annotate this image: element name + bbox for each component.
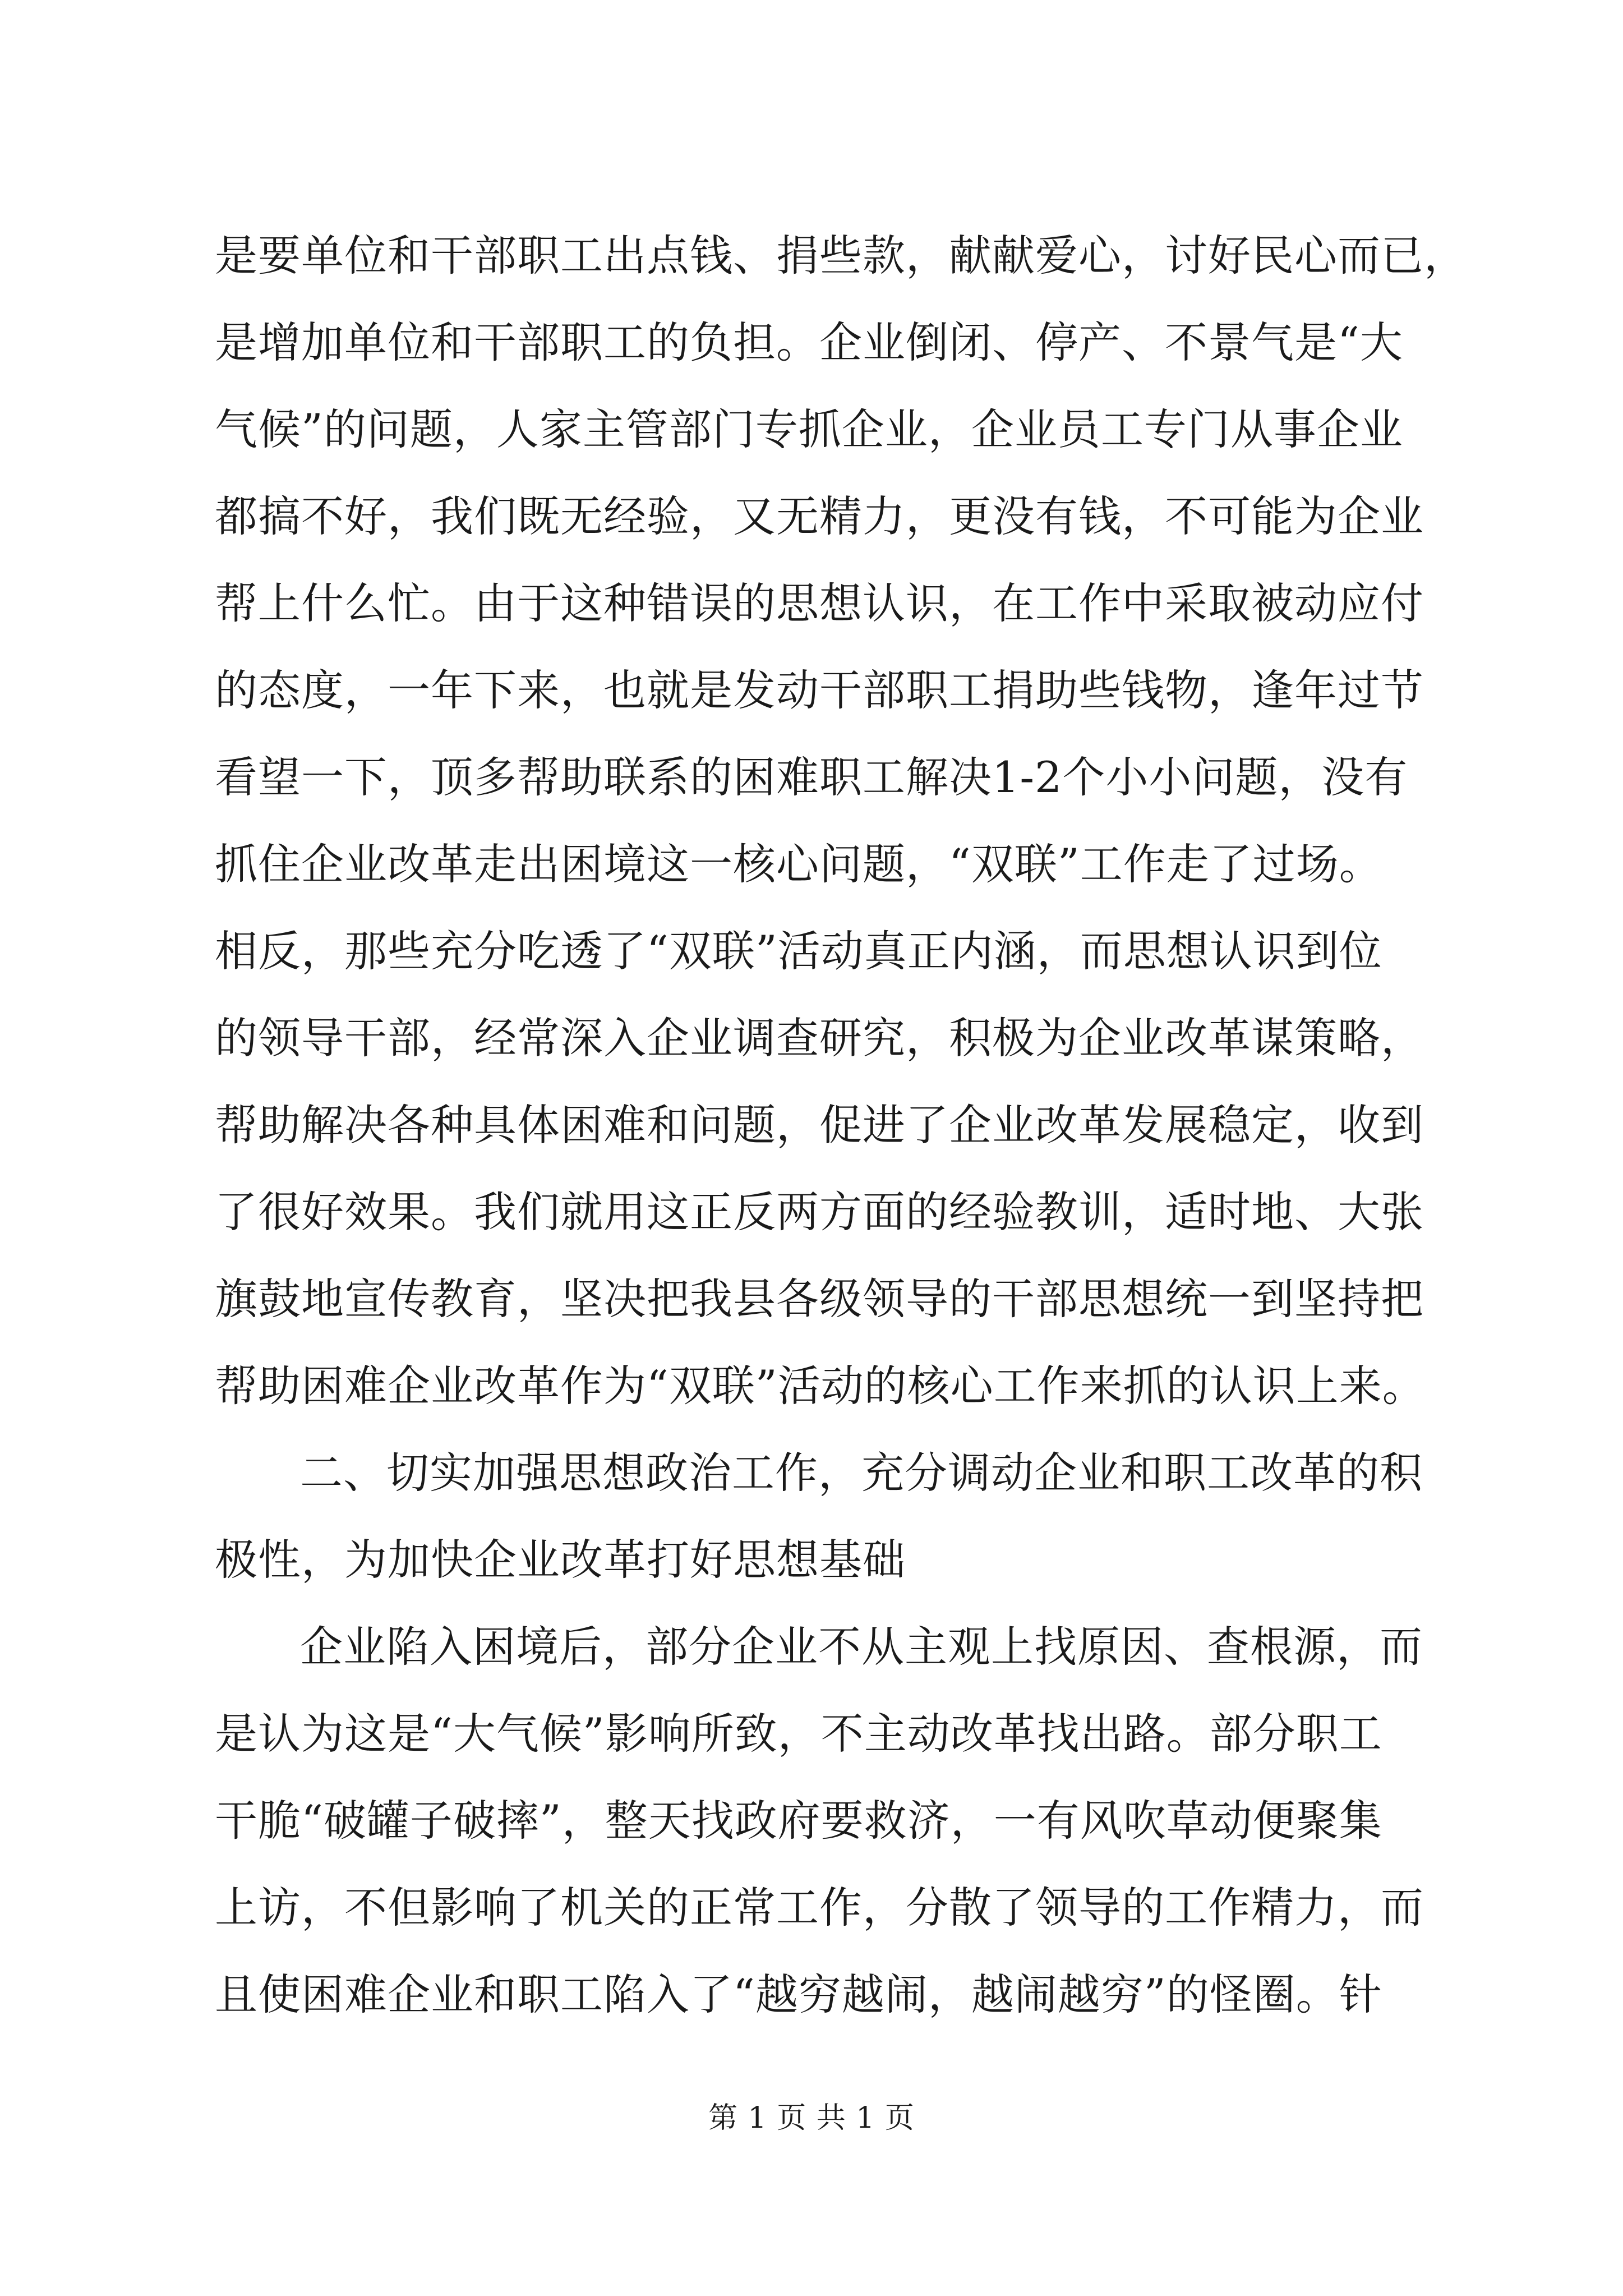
body-line: 看望一下，顶多帮助联系的困难职工解决1-2个小小问题，没有 <box>215 752 1408 802</box>
body-line: 上访，不但影响了机关的正常工作，分散了领导的工作精力，而 <box>215 1883 1424 1932</box>
body-line: 且使困难企业和职工陷入了“越穷越闹，越闹越穷”的怪圈。针 <box>215 1970 1382 2019</box>
section-heading-line: 二、切实加强思想政治工作，充分调动企业和职工改革的积 <box>300 1448 1423 1498</box>
body-line: 是认为这是“大气候”影响所致，不主动改革找出路。部分职工 <box>215 1709 1382 1759</box>
body-line: 气候”的问题，人家主管部门专抓企业，企业员工专门从事企业 <box>215 404 1403 454</box>
body-line: 旗鼓地宣传教育，坚决把我县各级领导的干部思想统一到坚持把 <box>215 1274 1424 1324</box>
body-line: 抓住企业改革走出困境这一核心问题，“双联”工作走了过场。 <box>215 839 1382 889</box>
body-line: 干脆“破罐子破摔”，整天找政府要救济，一有风吹草动便聚集 <box>215 1796 1382 1846</box>
body-line: 帮助困难企业改革作为“双联”活动的核心工作来抓的认识上来。 <box>215 1361 1426 1411</box>
body-line: 帮上什么忙。由于这种错误的思想认识，在工作中采取被动应付 <box>215 578 1424 628</box>
body-line: 企业陷入困境后，部分企业不从主观上找原因、查根源，而 <box>300 1622 1423 1672</box>
body-line: 帮助解决各种具体困难和问题，促进了企业改革发展稳定，收到 <box>215 1100 1424 1150</box>
body-line: 相反，那些充分吃透了“双联”活动真正内涵，而思想认识到位 <box>215 926 1382 976</box>
body-line: 是要单位和干部职工出点钱、捐些款，献献爱心，讨好民心而已， <box>215 231 1467 280</box>
document-body <box>215 212 1467 2038</box>
body-line: 了很好效果。我们就用这正反两方面的经验教训，适时地、大张 <box>215 1187 1424 1237</box>
section-heading-line: 极性，为加快企业改革打好思想基础 <box>215 1535 906 1585</box>
page-footer: 第 1 页 共 1 页 <box>708 2101 915 2135</box>
body-line: 是增加单位和干部职工的负担。企业倒闭、停产、不景气是“大 <box>215 318 1403 367</box>
body-line: 都搞不好，我们既无经验，又无精力，更没有钱，不可能为企业 <box>215 491 1424 541</box>
body-line: 的态度，一年下来，也就是发动干部职工捐助些钱物，逢年过节 <box>215 665 1424 715</box>
body-line: 的领导干部，经常深入企业调查研究，积极为企业改革谋策略， <box>215 1013 1424 1063</box>
